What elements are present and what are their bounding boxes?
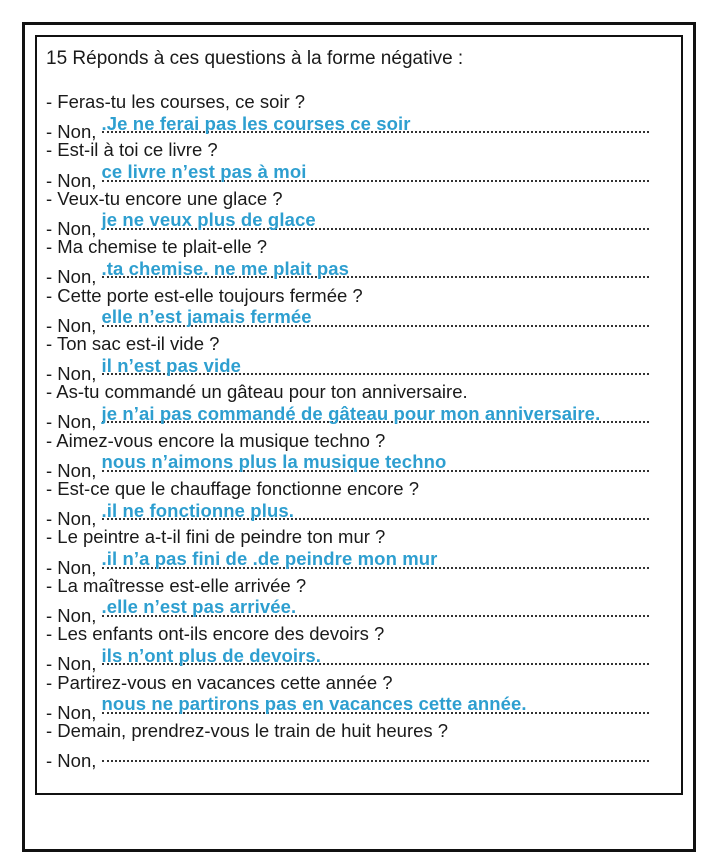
- question-1: - Feras-tu les courses, ce soir ?: [46, 91, 306, 112]
- answer-field-5[interactable]: [102, 308, 649, 332]
- answer-text-11: .elle n’est pas arrivée.: [101, 596, 297, 618]
- answer-line-9: [46, 499, 649, 530]
- answer-field-7[interactable]: [102, 404, 649, 428]
- answer-line-10: [46, 548, 649, 578]
- answer-field-9[interactable]: [102, 501, 649, 525]
- answer-field-1[interactable]: [102, 114, 649, 138]
- question-5: - Cette porte est-elle toujours fermée ?: [46, 284, 363, 306]
- question-13: - Partirez-vous en vacances cette année ?: [46, 671, 393, 693]
- exercise-title: 15 Réponds à ces questions à la forme négative :: [46, 48, 464, 69]
- answer-prefix: - Non,: [46, 217, 102, 239]
- question-3: - Veux-tu encore une glace ?: [46, 187, 283, 209]
- answer-field-6[interactable]: [102, 356, 649, 380]
- answer-prefix: - Non,: [46, 604, 102, 626]
- answer-text-9: .il ne fonctionne plus.: [101, 499, 294, 521]
- question-10: - Le peintre a-t-il fini de peindre ton mur ?: [46, 526, 386, 548]
- answer-line-6: [46, 354, 649, 385]
- answer-line-8: [46, 451, 649, 481]
- question-12: - Les enfants ont-ils encore des devoirs ?: [46, 623, 385, 645]
- question-9: - Est-ce que le chauffage fonctionne encore ?: [46, 478, 419, 499]
- question-2: - Est-il à toi ce livre ?: [46, 139, 218, 161]
- answer-text-6: il n’est pas vide: [101, 354, 242, 376]
- answer-prefix: - Non,: [46, 121, 102, 143]
- answer-prefix: - Non,: [46, 169, 102, 191]
- answer-prefix: - Non,: [46, 701, 102, 723]
- answer-prefix: - Non,: [46, 314, 102, 336]
- answer-field-12[interactable]: [102, 646, 649, 670]
- question-8: - Aimez-vous encore la musique techno ?: [46, 429, 386, 451]
- answer-field-8[interactable]: [102, 453, 649, 477]
- question-4: - Ma chemise te plait-elle ?: [46, 236, 268, 258]
- answer-field-2[interactable]: [102, 163, 649, 187]
- answer-prefix: - Non,: [46, 459, 102, 481]
- answer-prefix: - Non,: [46, 411, 102, 433]
- exercise-list: [46, 90, 681, 772]
- answer-text-12: ils n’ont plus de devoirs.: [101, 644, 322, 666]
- answer-line-14: [46, 743, 649, 772]
- answer-line-1: [46, 112, 649, 143]
- answer-field-11[interactable]: [102, 598, 649, 622]
- answer-text-3: je ne veux plus de glace: [101, 209, 316, 231]
- exercise-box: [35, 35, 683, 795]
- answer-line-4: [46, 257, 649, 288]
- answer-line-12: [46, 644, 649, 675]
- answer-prefix: - Non,: [46, 508, 102, 530]
- question-6: - Ton sac est-il vide ?: [46, 332, 220, 354]
- answer-prefix: - Non,: [46, 266, 102, 288]
- answer-field-14[interactable]: [102, 743, 649, 767]
- answer-prefix: - Non,: [46, 556, 102, 578]
- question-11: - La maîtresse est-elle arrivée ?: [46, 574, 307, 596]
- question-7: - As-tu commandé un gâteau pour ton anniversaire.: [46, 381, 468, 403]
- answer-field-10[interactable]: [102, 550, 649, 574]
- answer-prefix: - Non,: [46, 363, 102, 385]
- answer-field-13[interactable]: [102, 695, 649, 719]
- answer-line-5: [46, 306, 649, 336]
- answer-line-3: [46, 209, 649, 239]
- answer-field-3[interactable]: [102, 211, 649, 235]
- answer-text-13: nous ne partirons pas en vacances cette année.: [101, 693, 527, 715]
- answer-prefix: - Non,: [46, 750, 102, 772]
- answer-text-1: .Je ne ferai pas les courses ce soir: [101, 112, 411, 134]
- question-14: - Demain, prendrez-vous le train de huit heures ?: [46, 719, 449, 741]
- answer-field-4[interactable]: [102, 259, 649, 283]
- answer-text-5: elle n’est jamais fermée: [101, 306, 312, 328]
- answer-line-13: [46, 693, 649, 723]
- answer-line-7: [46, 402, 649, 433]
- answer-line-11: [46, 596, 649, 626]
- answer-text-10: .il n’a pas fini de .de peindre mon mur: [101, 548, 438, 570]
- answer-prefix: - Non,: [46, 653, 102, 675]
- answer-text-7: je n’ai pas commandé de gâteau pour mon anniversaire.: [101, 402, 601, 424]
- answer-line-2: [46, 161, 649, 191]
- answer-text-8: nous n’aimons plus la musique techno: [101, 451, 447, 473]
- answer-text-2: ce livre n’est pas à moi: [101, 161, 307, 183]
- answer-text-4: .ta chemise. ne me plait pas: [101, 257, 350, 279]
